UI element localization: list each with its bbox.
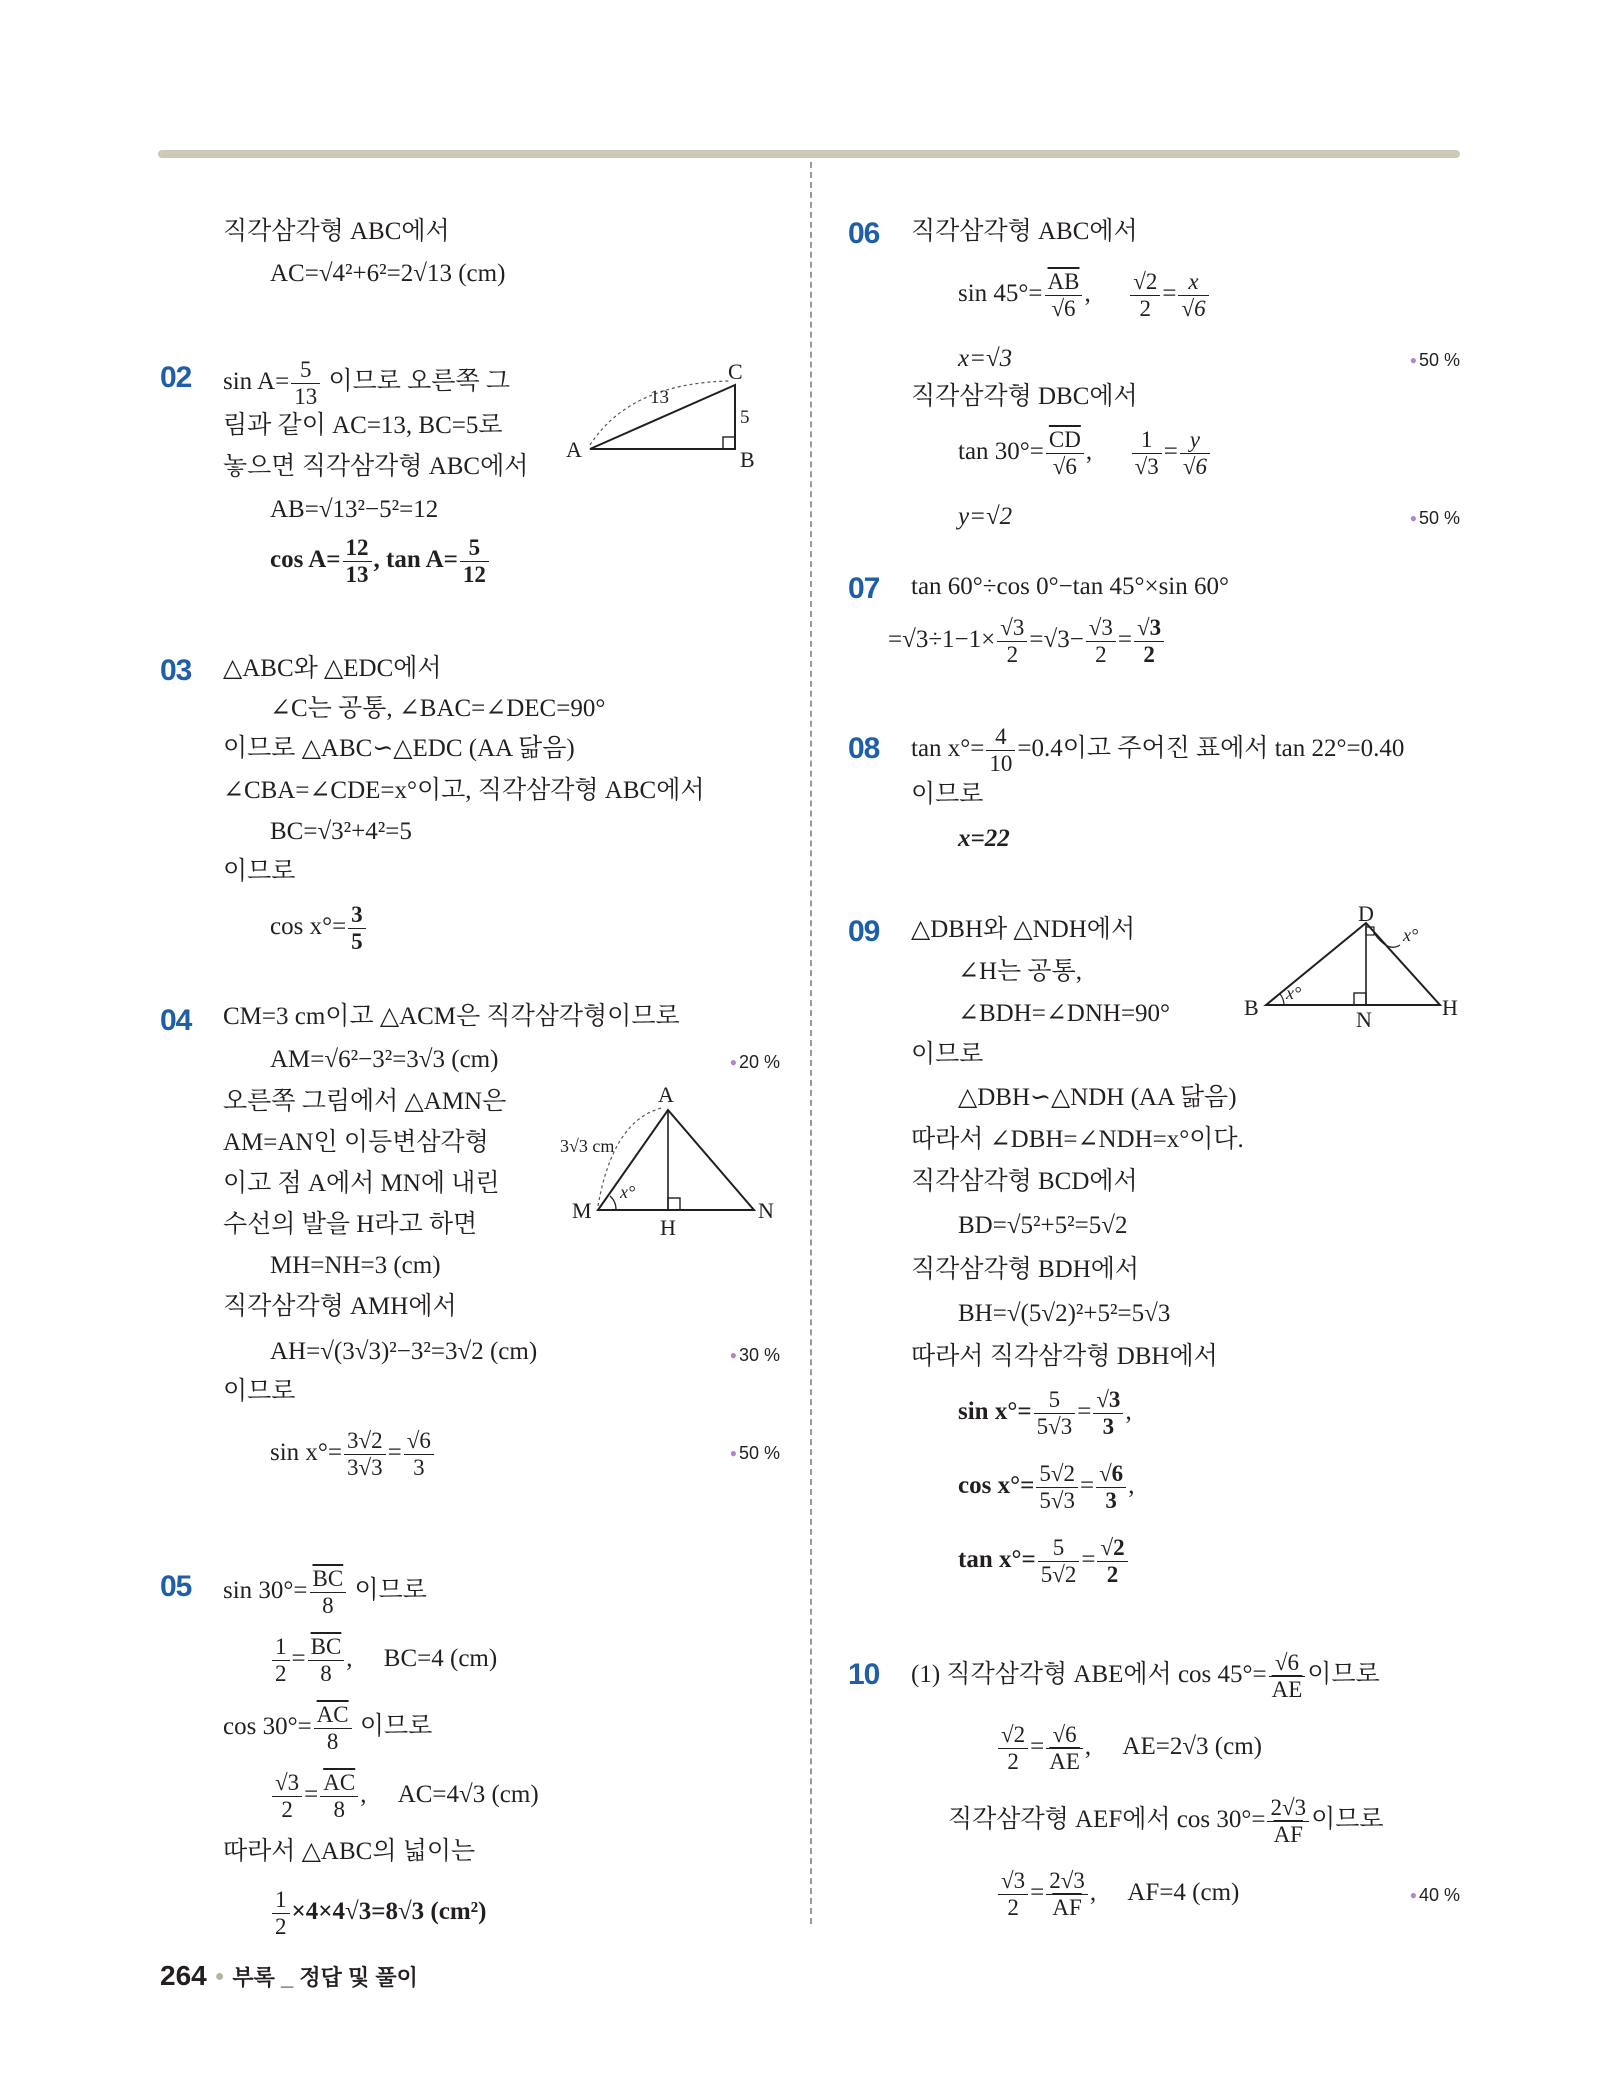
text-line: ∠CBA=∠CDE=x°이고, 직각삼각형 ABC에서 xyxy=(223,777,705,804)
math-line: MH=NH=3 (cm) xyxy=(270,1252,441,1279)
math-line: tan x°= $\frac{4}{10}$ =0.4이고 주어진 표에서 tan 22°=0.40 xyxy=(911,724,1405,776)
text-line: 이고 점 A에서 MN에 내린 xyxy=(223,1170,500,1197)
math-line: 직각삼각형 AEF에서 cos 30°= $\frac{2√3}{AF}$ 이므로 xyxy=(948,1795,1384,1847)
math-line: tan 60°÷cos 0°−tan 45°×sin 60° xyxy=(911,573,1229,600)
problem-number: 02 xyxy=(160,361,192,394)
footer-label: 부록 _ 정답 및 풀이 xyxy=(232,1965,418,1990)
math-line: sin 30°= $\frac{\overline{BC}}{8}$ 이므로 xyxy=(223,1566,427,1618)
text-line: 따라서 직각삼각형 DBH에서 xyxy=(911,1343,1218,1370)
text-line: ∠H는 공통, xyxy=(958,958,1082,985)
text-line: AM=AN인 이등변삼각형 xyxy=(223,1129,489,1156)
math-line: AM=√6²−3²=3√3 (cm) xyxy=(270,1046,499,1073)
top-rule xyxy=(158,150,1460,158)
math-line: sin 45°= $\frac{\overline{AB}}{√6}$ , $\frac{√2}{2}$ = $\frac{x}{√6}$ xyxy=(958,269,1211,322)
text-line: CM=3 cm이고 △ACM은 직각삼각형이므로 xyxy=(223,1003,680,1030)
vertex-h-label: H xyxy=(1442,995,1458,1020)
math-line: BH=√(5√2)²+5²=5√3 xyxy=(958,1300,1171,1327)
vertex-a-label: A xyxy=(658,1082,674,1107)
column-divider xyxy=(810,162,812,1924)
text-line: △DBH와 △NDH에서 xyxy=(911,916,1136,943)
math-line: AB=√13²−5²=12 xyxy=(270,496,439,523)
text-line: 이므로 △ABC∽△EDC (AA 닮음) xyxy=(223,735,575,762)
triangle-dbh-figure xyxy=(1228,901,1458,1035)
math-line: tan x°= $\frac{5}{5√2}$ = $\frac{√2}{2}$ xyxy=(958,1535,1130,1588)
text-line: 놓으면 직각삼각형 ABC에서 xyxy=(223,453,529,480)
angle-x-label-d: x° xyxy=(1403,925,1419,945)
math-line: x=√3 xyxy=(958,345,1013,372)
math-line: =√3÷1−1× $\frac{√3}{2}$ =√3− $\frac{√3}{2}$ = $\frac{√3}{2}$ xyxy=(888,615,1166,668)
vertex-h-label: H xyxy=(660,1215,676,1240)
score-percent: ● 30 % xyxy=(730,1345,780,1366)
angle-x-label-b: x° xyxy=(1286,983,1302,1003)
text-line: 직각삼각형 BDH에서 xyxy=(911,1256,1140,1283)
math-line: sin x°= $\frac{5}{5√3}$ = $\frac{√3}{3}$ , xyxy=(958,1387,1132,1439)
math-line: $\frac{√3}{2}$ = $\frac{2√3}{AF}$ , AF=4 (cm) xyxy=(996,1868,1239,1921)
problem-number: 03 xyxy=(160,654,192,687)
triangle-amn-figure xyxy=(558,1080,774,1240)
text-line: 이므로 xyxy=(911,781,984,808)
vertex-n-label: N xyxy=(758,1198,774,1223)
page-number: 264 xyxy=(160,1960,207,1991)
score-percent: ● 50 % xyxy=(1410,508,1460,529)
problem-number: 07 xyxy=(848,572,880,605)
text-line: 이므로 xyxy=(911,1041,984,1068)
math-line: cos x°= $\frac{3}{5}$ xyxy=(270,902,368,955)
math-line: BD=√5²+5²=5√2 xyxy=(958,1212,1128,1239)
math-line: cos x°= $\frac{5√2}{5√3}$ = $\frac{√6}{3}$ , xyxy=(958,1461,1135,1513)
problem-number: 06 xyxy=(848,217,880,250)
vertex-d-label: D xyxy=(1358,901,1374,926)
math-line: $\frac{√3}{2}$ = $\frac{\overline{AC}}{8}$ , AC=4√3 (cm) xyxy=(270,1770,539,1823)
problem-number: 08 xyxy=(848,732,880,765)
vertex-b-label: B xyxy=(740,447,755,472)
vertex-a-label: A xyxy=(566,437,582,462)
text-line: 수선의 발을 H라고 하면 xyxy=(223,1211,478,1238)
text-line: 림과 같이 AC=13, BC=5로 xyxy=(223,412,503,439)
vertex-m-label: M xyxy=(572,1198,592,1223)
page-footer xyxy=(160,1960,418,1992)
problem-number: 04 xyxy=(160,1004,192,1037)
math-line: $\frac{1}{2}$ ×4×4√3=8√3 (cm²) xyxy=(270,1887,487,1940)
math-line: cos A= $\frac{12}{13}$ , tan A= $\frac{5}{12}$ xyxy=(270,535,491,588)
math-line: (1) 직각삼각형 ABE에서 cos 45°= $\frac{√6}{AE}$ 이므로 xyxy=(911,1650,1380,1702)
text-line: 직각삼각형 AMH에서 xyxy=(223,1293,457,1320)
angle-x-label: x° xyxy=(620,1182,636,1202)
side-label: 5 xyxy=(740,407,750,428)
text-line: 따라서 ∠DBH=∠NDH=x°이다. xyxy=(911,1126,1244,1153)
hypotenuse-label: 13 xyxy=(650,387,669,408)
math-line: $\frac{1}{2}$ = $\frac{\overline{BC}}{8}$ , BC=4 (cm) xyxy=(270,1634,497,1687)
math-line: AC=√4²+6²=2√13 (cm) xyxy=(270,260,506,287)
text-line: 직각삼각형 ABC에서 xyxy=(223,218,450,245)
text-line: ∠C는 공통, ∠BAC=∠DEC=90° xyxy=(270,695,606,722)
problem-number: 10 xyxy=(848,1658,880,1691)
math-line: sin x°= $\frac{3√2}{3√3}$ = $\frac{√6}{3}$ xyxy=(270,1428,436,1481)
problem-number: 05 xyxy=(160,1570,192,1603)
text-line: 이므로 xyxy=(223,858,296,885)
score-percent: ● 50 % xyxy=(730,1443,780,1464)
text-line: 따라서 △ABC의 넓이는 xyxy=(223,1838,476,1865)
math-line: sin A= $\frac{5}{13}$ 이므로 오른쪽 그 xyxy=(223,357,511,409)
text-line: △ABC와 △EDC에서 xyxy=(223,655,442,682)
math-line: y=√2 xyxy=(958,503,1013,530)
math-line: tan 30°= $\frac{\overline{CD}}{√6}$ , $\frac{1}{√3}$ = $\frac{y}{√6}$ xyxy=(958,427,1212,480)
math-line: BC=√3²+4²=5 xyxy=(270,818,412,845)
footer-dot-icon: ● xyxy=(214,1968,225,1985)
text-line: 이므로 xyxy=(223,1378,296,1405)
text-line: 오른쪽 그림에서 △AMN은 xyxy=(223,1088,507,1115)
vertex-c-label: C xyxy=(728,359,743,384)
text-line: 직각삼각형 DBC에서 xyxy=(911,383,1138,410)
text-line: △DBH∽△NDH (AA 닮음) xyxy=(958,1084,1237,1111)
text-line: 직각삼각형 BCD에서 xyxy=(911,1168,1138,1195)
triangle-abc-figure xyxy=(560,359,760,473)
problem-number: 09 xyxy=(848,915,880,948)
score-percent: ● 40 % xyxy=(1410,1885,1460,1906)
math-line: x=22 xyxy=(958,825,1010,852)
vertex-b-label: B xyxy=(1244,995,1259,1020)
vertex-n-label: N xyxy=(1356,1007,1372,1032)
math-line: AH=√(3√3)²−3²=3√2 (cm) xyxy=(270,1338,538,1365)
math-line: ∠BDH=∠DNH=90° xyxy=(958,1000,1171,1027)
score-percent: ● 50 % xyxy=(1410,350,1460,371)
math-line: $\frac{√2}{2}$ = $\frac{√6}{AE}$ , AE=2√3 (cm) xyxy=(996,1722,1262,1775)
math-line: cos 30°= $\frac{\overline{AC}}{8}$ 이므로 xyxy=(223,1702,433,1754)
score-percent: ● 20 % xyxy=(730,1052,780,1073)
text-line: 직각삼각형 ABC에서 xyxy=(911,218,1138,245)
side-am-label: 3√3 cm xyxy=(560,1136,615,1156)
